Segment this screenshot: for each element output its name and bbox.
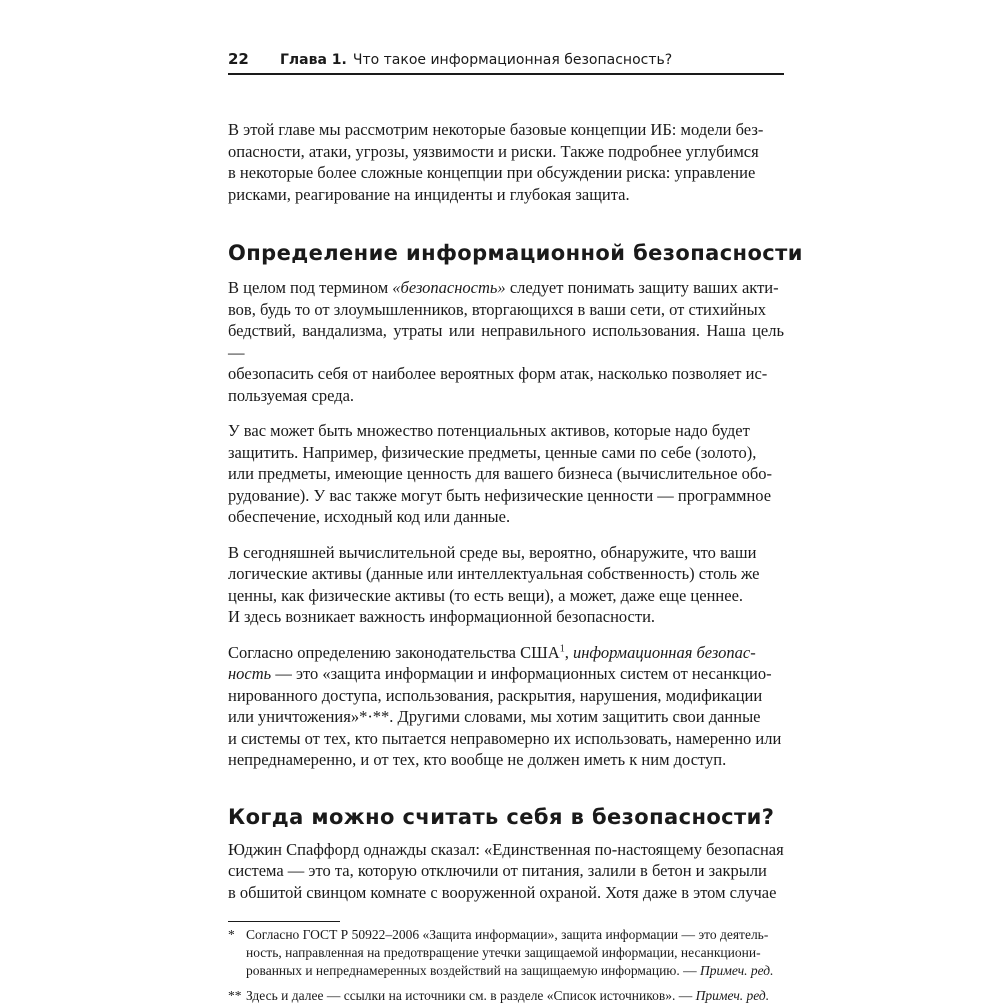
text-run: рованных и непреднамеренных воздействий на защищаемую информацию. — bbox=[246, 963, 701, 978]
text-line: опасности, атаки, угрозы, уязвимости и риски. Также подробнее углубимся bbox=[228, 141, 759, 161]
text-line: обезопасить себя от наиболее вероятных форм атак, насколько позволяет ис- bbox=[228, 364, 768, 383]
editor-note: Примеч. ред. bbox=[695, 988, 770, 1003]
footnote-item bbox=[228, 926, 784, 980]
text-line: Согласно ГОСТ Р 50922–2006 «Защита информации», защита информации — это деятель- bbox=[246, 927, 769, 942]
text-line: логические активы (данные или интеллектуальная собственность) столь же bbox=[228, 564, 760, 583]
text-line: система — это та, которую отключили от питания, залили в бетон и закрыли bbox=[228, 861, 767, 880]
text-line: ность, направленная на предотвращение утечки защищаемой информации, несанкциони- bbox=[246, 945, 761, 960]
footnote-reference: 1 bbox=[559, 643, 565, 654]
text-line: бедствий, вандализма, утраты или неправильного использования. Наша цель — bbox=[228, 321, 784, 362]
text-run: В целом под термином bbox=[228, 278, 393, 297]
text-line: В сегодняшней вычислительной среде вы, вероятно, обнаружите, что ваши bbox=[228, 542, 757, 562]
footnote-text bbox=[246, 987, 784, 1005]
footnote-text bbox=[246, 926, 784, 980]
text-run: следует понимать защиту ваших акти- bbox=[505, 278, 779, 297]
term-emphasis: «безопасность» bbox=[392, 278, 506, 297]
intro-paragraph bbox=[228, 119, 784, 205]
text-run: Согласно определению законодательства США bbox=[228, 642, 560, 662]
text-line: И здесь возникает важность информационной безопасности. bbox=[228, 607, 656, 626]
text-line: в некоторые более сложные концепции при обсуждении риска: управление bbox=[228, 163, 756, 182]
text-run: , bbox=[564, 642, 573, 662]
footnote-mark: * bbox=[228, 927, 235, 942]
text-line: У вас может быть множество потенциальных активов, которые надо будет bbox=[228, 421, 750, 440]
paragraph-assets bbox=[228, 420, 784, 528]
chapter-title: Что такое информационная безопасность? bbox=[352, 52, 673, 68]
text-run: Здесь и далее — ссылки на источники см. в разделе «Список источников». — bbox=[246, 988, 696, 1003]
text-run: — это «защита информации и информационных систем от несанкцио- bbox=[271, 664, 772, 683]
text-line: или уничтожения»*·**. Другими словами, мы хотим защитить свои данные bbox=[228, 707, 761, 726]
text-line bbox=[228, 642, 784, 664]
book-page bbox=[228, 50, 803, 1005]
text-line: В этой главе мы рассмотрим некоторые базовые концепции ИБ: модели без- bbox=[228, 120, 764, 139]
text-line: в обшитой свинцом комнате с вооруженной охраной. Хотя даже в этом случае bbox=[228, 882, 777, 902]
section-heading-definition: Определение информационной безопасности bbox=[228, 241, 803, 265]
term-emphasis: информационная безопас- bbox=[572, 642, 756, 662]
text-line: и системы от тех, кто пытается неправомерно их использовать, намеренно или bbox=[228, 728, 782, 748]
running-header bbox=[228, 50, 784, 75]
text-line: нированного доступа, использования, раскрытия, нарушения, модификации bbox=[228, 685, 763, 705]
text-line: обеспечение, исходный код или данные. bbox=[228, 507, 511, 526]
section-heading-when-safe: Когда можно считать себя в безопасности? bbox=[228, 804, 775, 829]
page-number: 22 bbox=[228, 50, 249, 68]
paragraph-us-definition bbox=[228, 642, 784, 771]
paragraph-security-term bbox=[228, 277, 784, 406]
text-line: рисками, реагирование на инциденты и глубокая защита. bbox=[228, 184, 630, 204]
text-line: ценны, как физические активы (то есть вещи), а может, даже еще ценнее. bbox=[228, 585, 744, 605]
chapter-label: Глава 1. bbox=[280, 52, 347, 68]
text-line: вов, будь то от злоумышленников, вторгающихся в ваши сети, от стихийных bbox=[228, 299, 766, 319]
footnote-divider bbox=[228, 921, 340, 922]
text-line bbox=[246, 962, 784, 980]
paragraph-logical-assets bbox=[228, 542, 784, 628]
footnote-mark: ** bbox=[228, 988, 242, 1003]
footnote-item bbox=[228, 987, 784, 1005]
text-line: непреднамеренно, и от тех, кто вообще не должен иметь к ним доступ. bbox=[228, 750, 727, 769]
footnotes bbox=[228, 921, 784, 1005]
term-emphasis: ность bbox=[228, 664, 272, 683]
editor-note: Примеч. ред. bbox=[700, 963, 774, 978]
text-line: Юджин Спаффорд однажды сказал: «Единственная по-настоящему безопасная bbox=[228, 839, 784, 859]
text-line bbox=[228, 277, 784, 299]
text-line: защитить. Например, физические предметы, ценные сами по себе (золото), bbox=[228, 442, 757, 462]
text-line: рудование). У вас также могут быть нефизические ценности — программное bbox=[228, 485, 772, 505]
text-line bbox=[228, 663, 784, 685]
text-line: или предметы, имеющие ценность для вашего бизнеса (вычислительное обо- bbox=[228, 464, 773, 483]
text-line: пользуемая среда. bbox=[228, 385, 355, 405]
paragraph-spafford-quote bbox=[228, 839, 784, 904]
